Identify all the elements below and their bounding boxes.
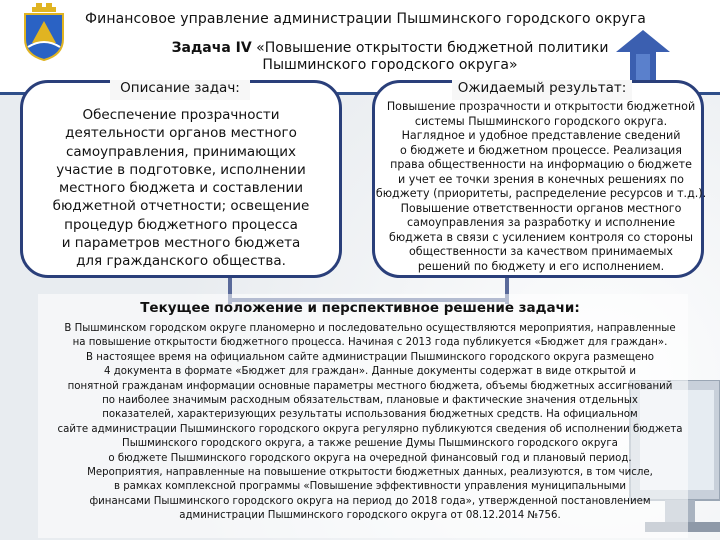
coat-of-arms-icon (22, 3, 66, 61)
task-title (160, 40, 620, 74)
org-title: Финансовое управление администрации Пышминского городского округа (85, 11, 646, 27)
current-text: В Пышминском городском округе планомерно и последовательно осуществляются мероприятия, направленные на повышение открытости бюджетного процесса. Начиная с 2013 года публикуется «Бюджет для граждан». В настоящее время на официальном сайте администрации Пышминского городского округа размещено 4 документа в формате «Бюджет для граждан». Данные документы содержат в виде открытой и понятной гражданам информации основные параметры местного бюджета, объемы бюджетных ассигнований по наиболее значимым расходным обязательствам, плановые и фактические значения отдельных показателей, характеризующих результаты использования бюджетных средств. На официальном сайте администрации Пышминского городского округа регулярно публикуются сведения об исполнении бюджета Пышминского городского округа, а также решение Думы Пышминского городского округа о бюджете Пышминского городского округа на очередной финансовый год и плановый период. Мероприятия, направленные на повышение открытости бюджетных данных, реализуются, в том числе, в рамках комплексной программы «Повышение эффективности управления муниципальными финансами Пышминского городского округа на период до 2018 года», утвержденной постановлением администрации Пышминского городского округа от 08.12.2014 №756. (57, 323, 683, 522)
task-name: «Повышение открытости бюджетной политики Пышминского городского округа» (256, 40, 609, 73)
result-header: Ожидаемый результат: (452, 80, 632, 100)
current-title: Текущее положение и перспективное решение задачи: (140, 300, 580, 316)
result-text: Повышение прозрачности и открытости бюджетной системы Пышминского городского округа. Наглядное и удобное представление сведений о бюджете и бюджетном процессе. Реализация права общественности на информацию о бюджете и учет ее точки зрения в конечных решениях по бюджету (приоритеты, распределение ресурсов и т.д.). Повышение ответственности органов местного самоуправления за разработку и исполнение бюджета в связи с усилением контроля со стороны общественности за качеством принимаемых решений по бюджету и его исполнением. (375, 100, 707, 273)
task-label: Задача IV (171, 40, 252, 56)
description-text: Обеспечение прозрачности деятельности органов местного самоуправления, принимающих участие в подготовке, исполнении местного бюджета и составлении бюджетной отчетности; освещение процедур бюджетного процесса и параметров местного бюджета для гражданского общества. (52, 107, 310, 270)
description-header: Описание задач: (110, 80, 250, 100)
